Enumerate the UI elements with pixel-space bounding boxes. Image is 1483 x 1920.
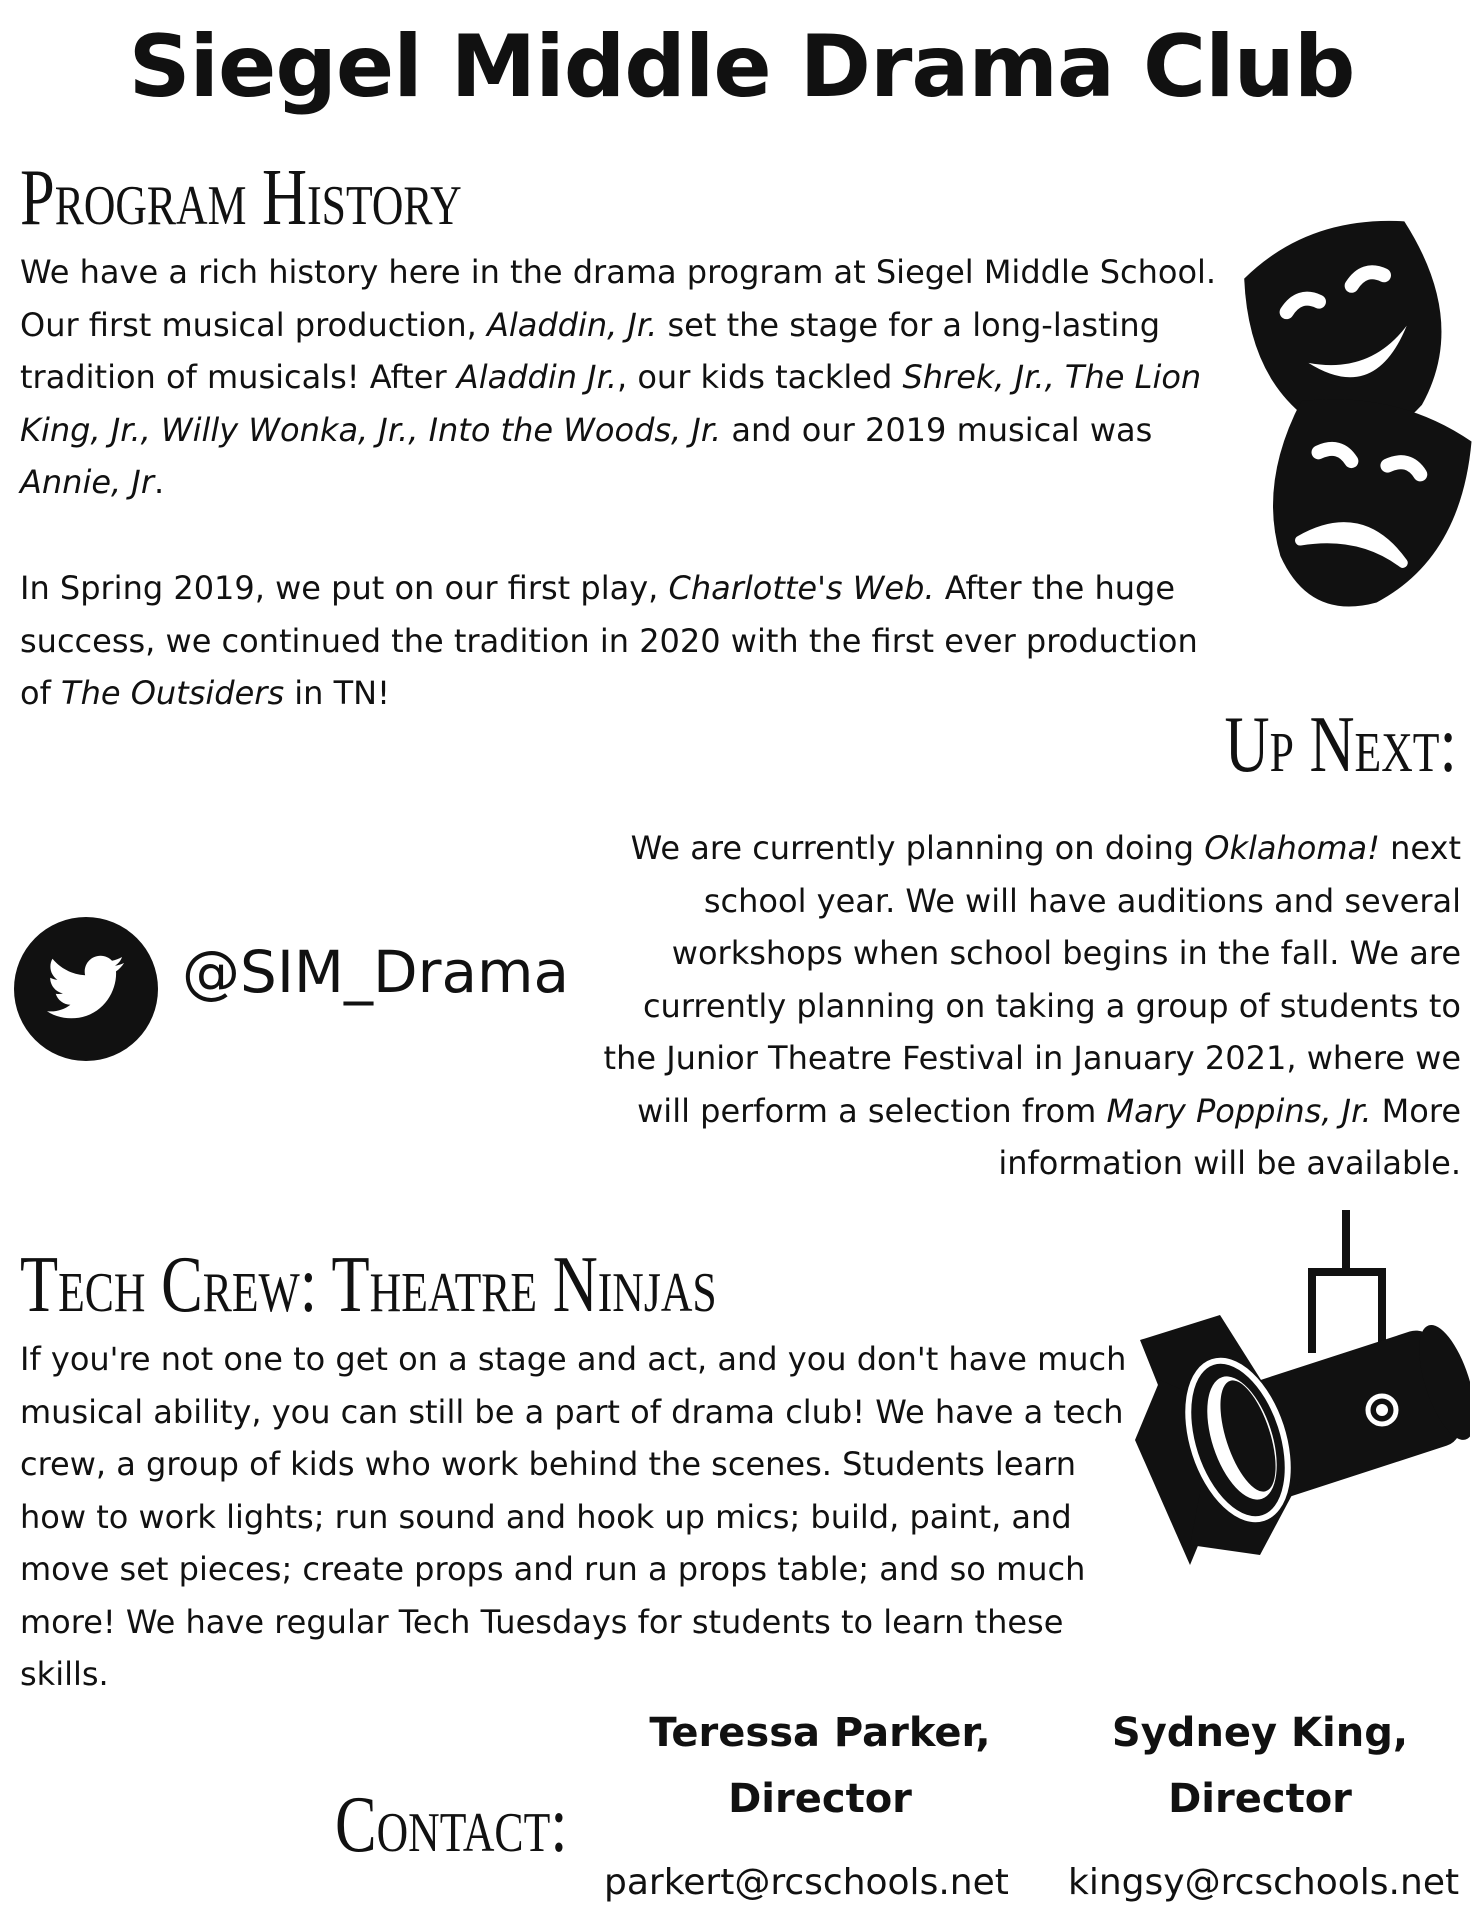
theatre-masks-icon [1225,210,1475,620]
twitter-handle[interactable]: @SIM_Drama [182,938,570,1006]
up-next-paragraph: We are currently planning on doing Oklahoma! next school year. We will have auditions and several workshops when school begins in the fall. We are currently planning on taking a group of students to the Junior Theatre Festival in January 2021, where we will perform a selection from Mary Poppins, Jr. More information will be available. [603,829,1461,1182]
tech-crew-heading: Tech Crew: Theatre Ninjas [20,1241,717,1329]
contact-name: Sydney King, [1111,1710,1409,1756]
program-history-paragraph-2: In Spring 2019, we put on our first play, Charlotte's Web. After the huge success, we continued the tradition in 2020 with the first ever production of The Outsiders in TN! [20,569,1198,712]
spotlight-icon [1130,1210,1470,1570]
twitter-icon[interactable] [12,915,160,1063]
contact-email-link[interactable]: kingsy@rcschools.net [1068,1862,1460,1903]
program-history-paragraph-1: We have a rich history here in the drama program at Siegel Middle School. Our first musical production, Aladdin, Jr. set the stage for a long-lasting tradition of musicals! After Aladdin Jr., our kids tackled Shrek, Jr., The Lion King, Jr., Willy Wonka, Jr., Into the Woods, Jr. and our 2019 musical was Annie, Jr. [20,253,1217,501]
contact-person-1 [640,1700,1000,1832]
page-title: Siegel Middle Drama Club [128,17,1355,117]
contact-role: Director [728,1776,912,1822]
contact-person-2 [1080,1700,1440,1832]
contact-name: Teressa Parker, [649,1710,991,1756]
tech-crew-paragraph: If you're not one to get on a stage and act, and you don't have much musical ability, you can still be a part of drama club! We have a tech crew, a group of kids who work behind the scenes. Students learn how to work lights; run sound and hook up mics; build, paint, and move set pieces; create props and run a props table; and so much more! We have regular Tech Tuesdays for students to learn these skills. [20,1340,1127,1693]
up-next-heading: Up Next: [1224,701,1457,789]
contact-role: Director [1168,1776,1352,1822]
program-history-heading: Program History [20,154,462,242]
contact-heading: Contact: [335,1781,568,1869]
contact-email-link[interactable]: parkert@rcschools.net [604,1862,1009,1903]
